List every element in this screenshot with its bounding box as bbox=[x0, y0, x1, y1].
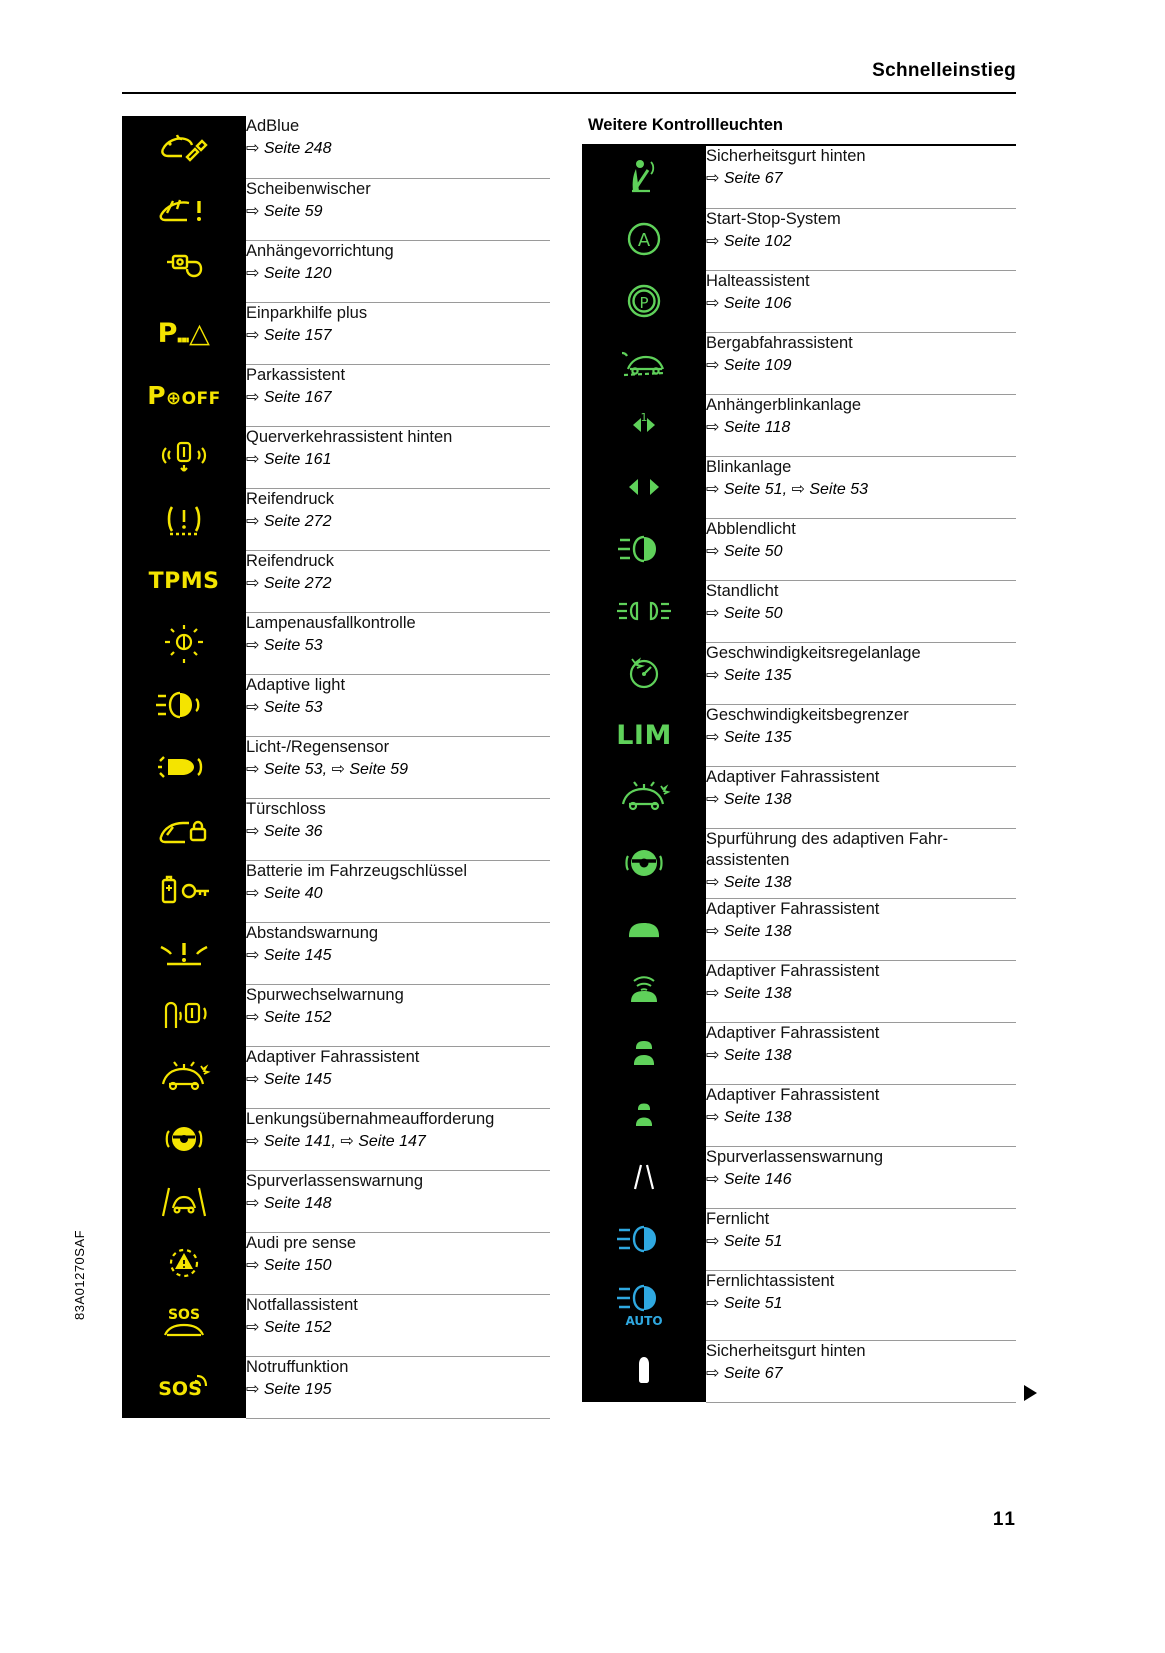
lamp-label: Reifendruck bbox=[246, 551, 335, 570]
table-cell-text bbox=[246, 1232, 550, 1294]
table-cell-text bbox=[706, 898, 1016, 960]
emergency-assist-sos-icon bbox=[122, 1294, 246, 1356]
car-radar-icon bbox=[582, 960, 706, 1022]
right-column-title: Weitere Kontrollleuchten bbox=[582, 116, 1016, 146]
two-cars-near-icon bbox=[582, 1084, 706, 1146]
lamp-label: Einparkhilfe plus bbox=[246, 303, 368, 322]
lamp-reference: ⇨ Seite 138 bbox=[706, 873, 792, 891]
table-cell-text bbox=[706, 766, 1016, 828]
svg-text:1: 1 bbox=[640, 411, 648, 424]
lamp-reference: ⇨ Seite 67 bbox=[706, 170, 783, 188]
table-cell-text bbox=[706, 1270, 1016, 1340]
table-cell-text bbox=[246, 550, 550, 612]
table-row bbox=[582, 1084, 1016, 1146]
left-column bbox=[122, 116, 550, 1419]
lamp-reference: ⇨ Seite 138 bbox=[706, 922, 792, 940]
lamp-label: Spurführung des adaptiven Fahr-assistenten bbox=[706, 829, 949, 869]
table-row bbox=[582, 580, 1016, 642]
park-assist-off-icon: P⊕OFF bbox=[122, 364, 246, 426]
lamp-reference: ⇨ Seite 148 bbox=[246, 1194, 332, 1212]
table-row bbox=[582, 518, 1016, 580]
document-code: 83A01270SAF bbox=[72, 1229, 87, 1320]
lamp-label: Notfallassistent bbox=[246, 1295, 358, 1314]
lamp-reference: ⇨ Seite 141, ⇨ Seite 147 bbox=[246, 1132, 426, 1150]
lamp-reference: ⇨ Seite 40 bbox=[246, 884, 323, 902]
warning-lamp-table-right bbox=[582, 146, 1016, 1403]
lamp-label: Spurwechselwarnung bbox=[246, 985, 404, 1004]
table-cell-text bbox=[706, 828, 1016, 898]
lamp-label: Geschwindigkeitsregelanlage bbox=[706, 643, 921, 662]
table-cell-text bbox=[246, 1294, 550, 1356]
table-row bbox=[122, 488, 550, 550]
high-beam-assist-auto-icon bbox=[582, 1270, 706, 1340]
table-row bbox=[582, 270, 1016, 332]
lamp-label: Scheibenwischer bbox=[246, 179, 371, 198]
parking-light-icon bbox=[582, 580, 706, 642]
trailer-hitch-icon bbox=[122, 240, 246, 302]
table-cell-text bbox=[706, 270, 1016, 332]
table-cell-text bbox=[246, 1046, 550, 1108]
table-row bbox=[122, 302, 550, 364]
lamp-label: Licht-/Regensensor bbox=[246, 737, 390, 756]
table-row bbox=[122, 736, 550, 798]
lamp-reference: ⇨ Seite 109 bbox=[706, 356, 792, 374]
high-beam-icon bbox=[582, 1208, 706, 1270]
lamp-label: Spurverlassenswarnung bbox=[706, 1147, 884, 1166]
table-row bbox=[122, 1294, 550, 1356]
lamp-label: Sicherheitsgurt hinten bbox=[706, 1341, 866, 1360]
svg-text:A: A bbox=[637, 230, 651, 251]
windshield-wiper-icon bbox=[122, 178, 246, 240]
table-row bbox=[122, 674, 550, 736]
lamp-label: Batterie im Fahrzeugschlüssel bbox=[246, 861, 468, 880]
lamp-reference: ⇨ Seite 138 bbox=[706, 1108, 792, 1126]
bulb-failure-icon bbox=[122, 612, 246, 674]
table-cell-text bbox=[706, 580, 1016, 642]
table-row bbox=[582, 828, 1016, 898]
table-row bbox=[122, 426, 550, 488]
table-row bbox=[582, 456, 1016, 518]
low-beam-icon bbox=[582, 518, 706, 580]
table-cell-text bbox=[706, 146, 1016, 208]
door-lock-icon bbox=[122, 798, 246, 860]
rear-seatbelt-white-icon bbox=[582, 1340, 706, 1402]
lamp-reference: ⇨ Seite 161 bbox=[246, 450, 332, 468]
lamp-label: Abstandswarnung bbox=[246, 923, 379, 942]
light-rain-sensor-icon bbox=[122, 736, 246, 798]
adaptive-driving-assistant-icon bbox=[122, 1046, 246, 1108]
lamp-reference: ⇨ Seite 51 bbox=[706, 1232, 783, 1250]
lamp-reference: ⇨ Seite 51 bbox=[706, 1294, 783, 1312]
lamp-reference: ⇨ Seite 106 bbox=[706, 294, 792, 312]
lamp-label: AdBlue bbox=[246, 117, 300, 135]
lamp-label: Lenkungsübernahmeaufforderung bbox=[246, 1109, 495, 1128]
distance-warning-icon bbox=[122, 922, 246, 984]
lamp-reference: ⇨ Seite 118 bbox=[706, 418, 791, 436]
table-cell-text bbox=[706, 332, 1016, 394]
lamp-reference: ⇨ Seite 50 bbox=[706, 604, 783, 622]
steering-takeover-icon bbox=[122, 1108, 246, 1170]
cruise-control-icon bbox=[582, 642, 706, 704]
table-row bbox=[582, 766, 1016, 828]
table-row bbox=[582, 898, 1016, 960]
hill-descent-assist-icon bbox=[582, 332, 706, 394]
lamp-label: Reifendruck bbox=[246, 489, 335, 508]
two-cars-far-icon bbox=[582, 1022, 706, 1084]
table-cell-text bbox=[706, 456, 1016, 518]
table-cell-text bbox=[246, 302, 550, 364]
table-cell-text bbox=[706, 208, 1016, 270]
table-cell-text bbox=[246, 116, 550, 178]
table-row bbox=[582, 1022, 1016, 1084]
table-cell-text bbox=[246, 674, 550, 736]
table-cell-text bbox=[706, 518, 1016, 580]
lamp-label: Adaptive light bbox=[246, 675, 346, 694]
emergency-call-sos-icon bbox=[122, 1356, 246, 1418]
lamp-reference: ⇨ Seite 53, ⇨ Seite 59 bbox=[246, 760, 409, 778]
lamp-reference: ⇨ Seite 157 bbox=[246, 326, 332, 344]
table-cell-text bbox=[246, 860, 550, 922]
lamp-reference: ⇨ Seite 53 bbox=[246, 698, 323, 716]
table-cell-text bbox=[706, 704, 1016, 766]
table-cell-text bbox=[706, 1208, 1016, 1270]
table-cell-text bbox=[706, 1084, 1016, 1146]
table-row bbox=[582, 642, 1016, 704]
lamp-label: Blinkanlage bbox=[706, 457, 792, 476]
table-cell-text bbox=[246, 488, 550, 550]
lamp-reference: ⇨ Seite 272 bbox=[246, 512, 332, 530]
table-cell-text bbox=[246, 736, 550, 798]
lamp-reference: ⇨ Seite 145 bbox=[246, 946, 332, 964]
lamp-label: Fernlichtassistent bbox=[706, 1271, 835, 1290]
table-row bbox=[582, 1208, 1016, 1270]
lamp-reference: ⇨ Seite 138 bbox=[706, 790, 792, 808]
lamp-reference: ⇨ Seite 36 bbox=[246, 822, 323, 840]
lamp-reference: ⇨ Seite 50 bbox=[706, 542, 783, 560]
lamp-reference: ⇨ Seite 102 bbox=[706, 232, 792, 250]
table-cell-text bbox=[246, 1170, 550, 1232]
start-stop-system-icon bbox=[582, 208, 706, 270]
rear-cross-traffic-icon bbox=[122, 426, 246, 488]
hold-assist-icon bbox=[582, 270, 706, 332]
lamp-label: Adaptiver Fahrassistent bbox=[246, 1047, 420, 1066]
table-cell-text bbox=[706, 642, 1016, 704]
lamp-reference: ⇨ Seite 53 bbox=[246, 636, 323, 654]
lamp-reference: ⇨ Seite 150 bbox=[246, 1256, 332, 1274]
adblue-icon bbox=[122, 116, 246, 178]
table-row bbox=[582, 1146, 1016, 1208]
table-cell-text bbox=[706, 1146, 1016, 1208]
lamp-label: Türschloss bbox=[246, 799, 326, 818]
tire-pressure-icon bbox=[122, 488, 246, 550]
lamp-reference: ⇨ Seite 135 bbox=[706, 728, 792, 746]
table-row bbox=[582, 1340, 1016, 1402]
right-column bbox=[582, 116, 1016, 1403]
continuation-arrow-icon bbox=[1024, 1385, 1037, 1401]
lamp-label: Start-Stop-System bbox=[706, 209, 841, 228]
lamp-label: Fernlicht bbox=[706, 1209, 770, 1228]
lamp-label: Querverkehrassistent hinten bbox=[246, 427, 453, 446]
lamp-label: Adaptiver Fahrassistent bbox=[706, 1023, 880, 1042]
lamp-label: Lampenausfallkontrolle bbox=[246, 613, 416, 632]
lamp-reference: ⇨ Seite 51, ⇨ Seite 53 bbox=[706, 480, 869, 498]
lamp-label: Audi pre sense bbox=[246, 1233, 357, 1252]
page-number: 11 bbox=[992, 1509, 1017, 1530]
table-cell-text bbox=[246, 612, 550, 674]
lamp-reference: ⇨ Seite 195 bbox=[246, 1380, 332, 1398]
table-row bbox=[122, 116, 550, 178]
lamp-label: Adaptiver Fahrassistent bbox=[706, 899, 880, 918]
header-divider bbox=[122, 92, 1016, 94]
lamp-label: Geschwindigkeitsbegrenzer bbox=[706, 705, 909, 724]
car-front-icon bbox=[582, 898, 706, 960]
svg-text:P: P bbox=[639, 294, 649, 312]
table-row bbox=[122, 1170, 550, 1232]
lamp-reference: ⇨ Seite 138 bbox=[706, 1046, 792, 1064]
table-row bbox=[582, 1270, 1016, 1340]
turn-signal-icon bbox=[582, 456, 706, 518]
table-row bbox=[582, 960, 1016, 1022]
table-cell-text bbox=[246, 984, 550, 1046]
table-row bbox=[122, 178, 550, 240]
table-cell-text bbox=[246, 1108, 550, 1170]
table-row bbox=[582, 146, 1016, 208]
tpms-icon: TPMS bbox=[122, 550, 246, 612]
adaptive-light-icon bbox=[122, 674, 246, 736]
table-row bbox=[122, 240, 550, 302]
lamp-label: Sicherheitsgurt hinten bbox=[706, 147, 866, 165]
table-row bbox=[122, 860, 550, 922]
svg-text:SOS: SOS bbox=[158, 1378, 202, 1400]
lamp-reference: ⇨ Seite 152 bbox=[246, 1008, 332, 1026]
table-cell-text bbox=[706, 1022, 1016, 1084]
lamp-reference: ⇨ Seite 59 bbox=[246, 202, 323, 220]
table-row bbox=[122, 364, 550, 426]
lamp-reference: ⇨ Seite 146 bbox=[706, 1170, 792, 1188]
park-assist-plus-icon: P⑉△ bbox=[122, 302, 246, 364]
audi-pre-sense-icon bbox=[122, 1232, 246, 1294]
table-cell-text bbox=[246, 240, 550, 302]
lamp-reference: ⇨ Seite 120 bbox=[246, 264, 332, 282]
table-row bbox=[122, 550, 550, 612]
lamp-reference: ⇨ Seite 67 bbox=[706, 1364, 783, 1382]
lamp-label: Standlicht bbox=[706, 581, 779, 600]
lamp-reference: ⇨ Seite 248 bbox=[246, 140, 332, 158]
key-battery-icon bbox=[122, 860, 246, 922]
table-row bbox=[122, 798, 550, 860]
trailer-turn-signal-icon bbox=[582, 394, 706, 456]
table-row bbox=[122, 1356, 550, 1418]
svg-text:AUTO: AUTO bbox=[625, 1314, 663, 1328]
lamp-label: Adaptiver Fahrassistent bbox=[706, 961, 880, 980]
table-row bbox=[122, 922, 550, 984]
lamp-label: Anhängerblinkanlage bbox=[706, 395, 862, 414]
table-cell-text bbox=[246, 426, 550, 488]
table-cell-text bbox=[706, 394, 1016, 456]
lamp-label: Adaptiver Fahrassistent bbox=[706, 1085, 880, 1104]
page-header: Schnelleinstieg bbox=[872, 60, 1016, 81]
table-row bbox=[582, 704, 1016, 766]
speed-limiter-lim-icon: LIM bbox=[582, 704, 706, 766]
table-cell-text bbox=[706, 960, 1016, 1022]
lamp-reference: ⇨ Seite 145 bbox=[246, 1070, 332, 1088]
table-row bbox=[122, 1108, 550, 1170]
svg-text:SOS: SOS bbox=[167, 1307, 201, 1323]
lane-departure-lines-icon bbox=[582, 1146, 706, 1208]
lamp-label: Abblendlicht bbox=[706, 519, 796, 538]
lamp-label: Anhängevorrichtung bbox=[246, 241, 394, 260]
warning-lamp-table-left bbox=[122, 116, 550, 1419]
lamp-reference: ⇨ Seite 152 bbox=[246, 1318, 332, 1336]
table-row bbox=[122, 984, 550, 1046]
lane-change-warning-icon bbox=[122, 984, 246, 1046]
lane-departure-warning-icon bbox=[122, 1170, 246, 1232]
lamp-label: Adaptiver Fahrassistent bbox=[706, 767, 880, 786]
lamp-label: Bergabfahrassistent bbox=[706, 333, 853, 352]
lamp-reference: ⇨ Seite 272 bbox=[246, 574, 332, 592]
lamp-label: Parkassistent bbox=[246, 365, 346, 384]
table-cell-text bbox=[246, 798, 550, 860]
table-cell-text bbox=[246, 922, 550, 984]
table-cell-text bbox=[246, 178, 550, 240]
steering-wheel-lane-guidance-icon bbox=[582, 828, 706, 898]
table-row bbox=[122, 612, 550, 674]
table-cell-text bbox=[246, 1356, 550, 1418]
adaptive-driving-assistant-icon bbox=[582, 766, 706, 828]
lamp-reference: ⇨ Seite 135 bbox=[706, 666, 792, 684]
table-cell-text bbox=[706, 1340, 1016, 1402]
table-row bbox=[582, 394, 1016, 456]
table-row bbox=[582, 208, 1016, 270]
table-row bbox=[582, 332, 1016, 394]
table-row bbox=[122, 1232, 550, 1294]
lamp-label: Notruffunktion bbox=[246, 1357, 349, 1376]
table-row bbox=[122, 1046, 550, 1108]
lamp-label: Spurverlassenswarnung bbox=[246, 1171, 424, 1190]
lamp-reference: ⇨ Seite 138 bbox=[706, 984, 792, 1002]
rear-seatbelt-icon bbox=[582, 146, 706, 208]
table-cell-text bbox=[246, 364, 550, 426]
lamp-label: Halteassistent bbox=[706, 271, 810, 290]
lamp-reference: ⇨ Seite 167 bbox=[246, 388, 332, 406]
